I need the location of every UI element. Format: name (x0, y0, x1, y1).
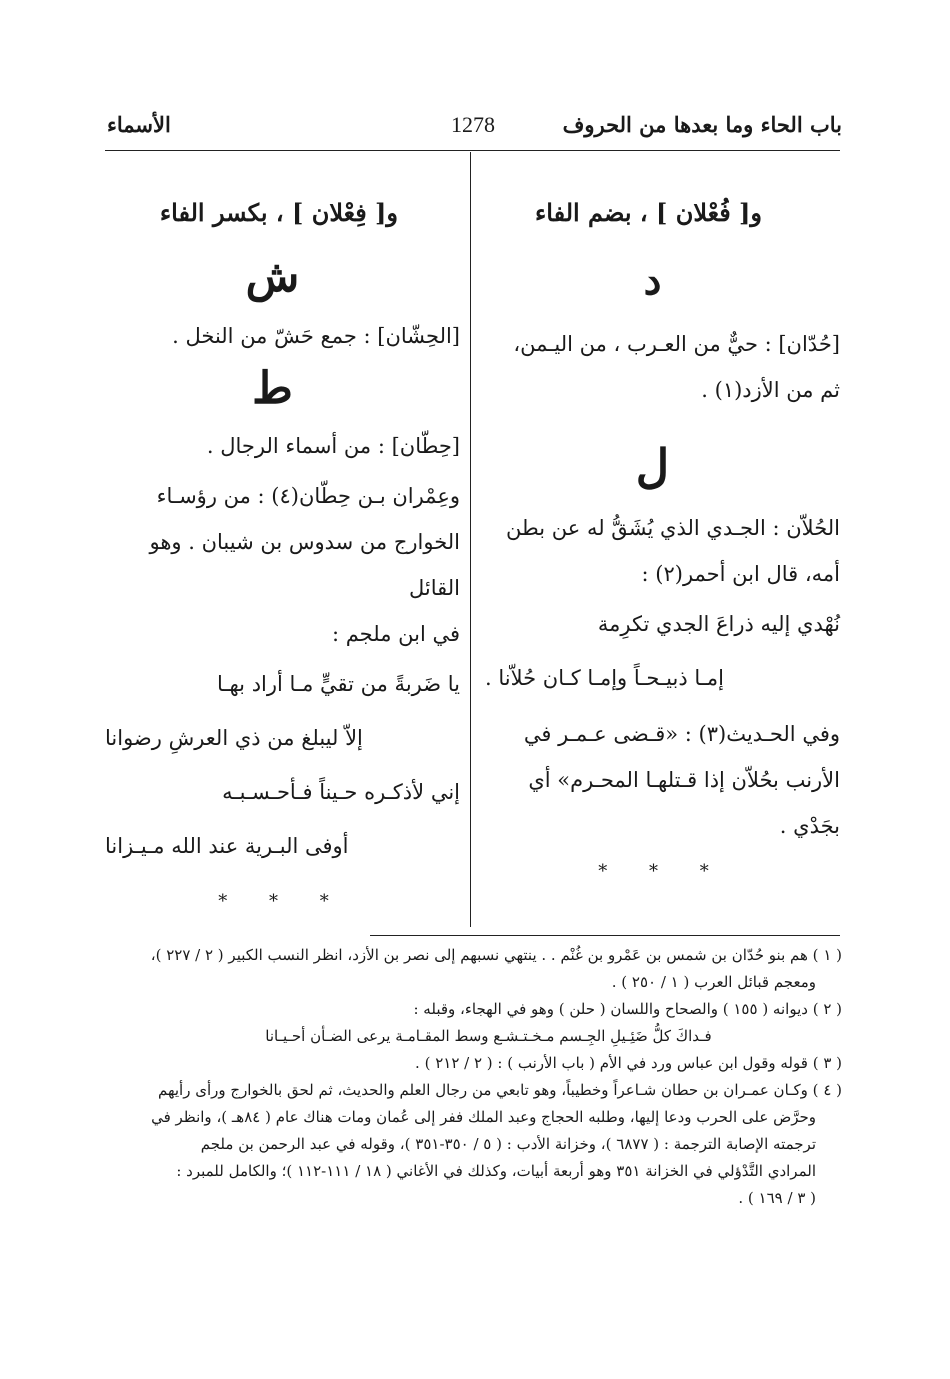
verse-line: نُهْدي إليه ذراعَ الجدي تكرِمة (597, 612, 840, 636)
entry-text: بجَدْي . (779, 814, 840, 838)
verse-line: إمـا ذبيـحـاً وإمـا كـان حُلاّنا . (485, 666, 724, 690)
footnote-4-cont: ( ٣ / ١٦٩ ) . (738, 1189, 816, 1207)
verse-line: إني لأذكـره حـيناً فـأحـسـبـه (222, 780, 460, 804)
section-separator: * * * (218, 891, 347, 912)
header-rule (105, 150, 840, 151)
footnote-2-verse: فـداكَ كلُّ ضَئِـيلِ الجِـسم مـخـتـشـع وسط المقـامـة يرعى الضـأن أحـيـانا (265, 1027, 712, 1045)
entry-text: وعِمْران بـن حِطّان(٤) : من رؤسـاء (156, 484, 460, 508)
entry-text: الحُلاّن : الجـدي الذي يُشَقُّ له عن بطن (506, 516, 840, 540)
verse-line: يا ضَربةً من تقيٍّ مـا أراد بهـا (216, 672, 460, 696)
entry-text: الأرنب بحُلاّن إذا قـتلهـا المحـرم» أي (528, 768, 840, 792)
letter-heading: ش (245, 251, 300, 302)
section-heading: و[ فُعْلان ] ، بضم الفاء (534, 198, 762, 227)
entry-text: في ابن ملجم : (331, 622, 460, 646)
entry-text: أمه، قال ابن أحمر(٢) : (641, 562, 840, 586)
footnote-3: ( ٣ ) قوله وقول ابن عباس ورد في الأم ( باب الأرنب ) : ( ٢ / ٢١٢ ) . (415, 1054, 842, 1072)
entry-text: وفي الحـديث(٣) : «قـضى عـمـر في (523, 722, 840, 746)
entry-text: [الحِشّان] : جمع حَشّ من النخل . (172, 324, 460, 348)
page-number: 1278 (451, 112, 495, 137)
verse-line: إلاّ ليبلغ من ذي العرشِ رضوانا (105, 726, 363, 750)
section-separator: * * * (598, 861, 727, 882)
entry-text: ثم من الأزد(١) . (701, 378, 840, 402)
letter-heading: ل (635, 439, 670, 493)
entry-text: [حُدّان] : حيٌّ من العـرب ، من اليـمن، (513, 332, 840, 356)
left-column (105, 190, 460, 912)
footnote-1-cont: ومعجم قبائل العرب ( ١ / ٢٥٠ ) . (611, 973, 816, 991)
footnote-4: ( ٤ ) وكـان عمـران بن حطان شـاعراً وخطيباً، وهو تابعي من رجال العلم والحديث، ثم لحق بالخوارج ورأى رأيهم (157, 1081, 842, 1099)
footnote-rule (370, 935, 840, 936)
running-head-section: الأسماء (107, 112, 171, 137)
footnote-4-cont: المرادي التَّدْؤلي في الخزانة ٣٥١ وهو أربعة أبيات، وكذلك في الأغاني ( ١٨ / ١١١-١١٢ )؛ والكامل للمبرد : (176, 1162, 816, 1180)
letter-heading: ط (252, 363, 293, 414)
right-column (485, 190, 840, 882)
footnote-1: ( ١ ) هم بنو حُدّان بن شمس بن عَمْرو بن غُنْم . . ينتهي نسبهم إلى نصر بن الأزد، انظر النسب الكبير ( ٢ / ٢٢٧ )، (150, 946, 842, 964)
footnotes (105, 942, 842, 1212)
entry-text: الخوارج من سدوس بن شيبان . وهو القائل (149, 530, 460, 600)
letter-heading: د (643, 257, 662, 304)
verse-line: أوفى البـرية عند الله مـيـزانا (105, 834, 349, 858)
entry-text: [حِطّان] : من أسماء الرجال . (206, 434, 460, 458)
column-divider (470, 152, 471, 927)
footnote-4-cont: ترجمته الإصابة الترجمة : ( ٦٨٧٧ )، وخزانة الأدب : ( ٥ / ٣٥٠-٣٥١ )، وقوله في عبد الرحمن بن ملجم (200, 1135, 816, 1153)
running-head-chapter: باب الحاء وما بعدها من الحروف (562, 112, 842, 137)
footnote-2: ( ٢ ) ديوانه ( ١٥٥ ) والصحاح واللسان ( حلن ) وهو في الهجاء، وقبله : (413, 1000, 842, 1018)
footnote-4-cont: وحرَّض على الحرب ودعا إليها، وطلبه الحجاج وعبد الملك ففر إلى عُمان ومات هناك عام ( ٨٤هـ )، وانظر في (151, 1108, 816, 1126)
section-heading: و[ فِعْلان ] ، بكسر الفاء (159, 198, 398, 227)
